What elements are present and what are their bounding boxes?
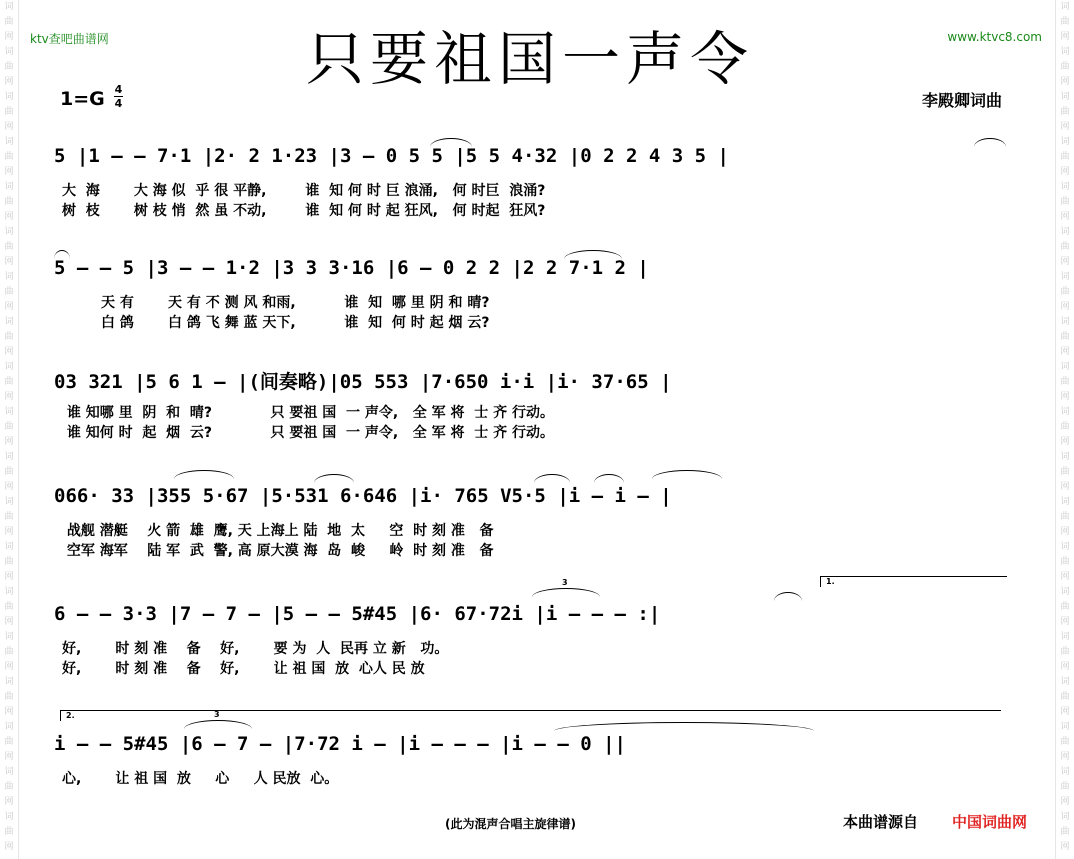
- site-name-left: ktv查吧曲谱网: [30, 32, 109, 46]
- watermark-char: 网: [4, 707, 14, 717]
- triplet-mark: 3: [214, 710, 220, 719]
- score-system-6: [54, 710, 1009, 798]
- lyrics-verse-1: 天 有 天 有 不 测 风 和雨, 谁 知 哪 里 阴 和 晴?: [62, 295, 490, 311]
- lyrics-verse-1: 好, 时 刻 准 备 好, 要 为 人 民再 立 新 功。: [62, 641, 449, 657]
- lyrics-verse-1: 战舰 潜艇 火 箭 雄 鹰, 天 上海上 陆 地 太 空 时 刻 准 备: [62, 523, 494, 539]
- watermark-char: 网: [1060, 752, 1070, 762]
- watermark-char: 网: [4, 527, 14, 537]
- source-label: 本曲谱源自: [843, 813, 919, 831]
- slur: [430, 138, 472, 147]
- watermark-char: 网: [4, 797, 14, 807]
- notation-line: 6 – – 3·3 |7 – 7 – |5 – – 5#45 |6· 67·72i |i – – – :|: [54, 603, 661, 625]
- watermark-char: 曲: [4, 467, 14, 477]
- watermark-char: 网: [1060, 527, 1070, 537]
- lyrics-verse-2: 白 鸽 白 鸽 飞 舞 蓝 天下, 谁 知 何 时 起 烟 云?: [62, 315, 490, 331]
- watermark-char: 网: [4, 32, 14, 42]
- watermark-char: 曲: [1060, 557, 1070, 567]
- time-signature-top: 4: [114, 83, 123, 96]
- watermark-char: 曲: [1060, 422, 1070, 432]
- watermark-char: 曲: [4, 107, 14, 117]
- watermark-char: 网: [4, 257, 14, 267]
- watermark-char: 曲: [1060, 647, 1070, 657]
- watermark-char: 词: [1060, 227, 1070, 237]
- watermark-char: 曲: [4, 152, 14, 162]
- watermark-char: 词: [4, 542, 14, 552]
- watermark-char: 曲: [1060, 107, 1070, 117]
- watermark-char: 曲: [4, 782, 14, 792]
- time-signature-bottom: 4: [114, 97, 123, 110]
- watermark-char: 曲: [4, 512, 14, 522]
- score-system-1: [54, 140, 1009, 230]
- slur: [652, 470, 722, 479]
- footer-note: (此为混声合唱主旋律谱): [445, 817, 576, 831]
- watermark-char: 词: [1060, 272, 1070, 282]
- watermark-char: 词: [4, 362, 14, 372]
- watermark-char: 曲: [1060, 827, 1070, 837]
- watermark-char: 曲: [4, 692, 14, 702]
- time-signature: [114, 84, 123, 109]
- watermark-char: 词: [1060, 47, 1070, 57]
- lyrics-verse-1: 谁 知哪 里 阴 和 晴? 只 要祖 国 一 声令, 全 军 将 士 齐 行动。: [62, 405, 555, 421]
- watermark-char: 曲: [4, 827, 14, 837]
- watermark-char: 词: [4, 182, 14, 192]
- slur: [974, 138, 1006, 147]
- watermark-char: 词: [4, 47, 14, 57]
- watermark-char: 网: [1060, 257, 1070, 267]
- watermark-char: 网: [1060, 842, 1070, 852]
- site-url-right: www.ktvc8.com: [947, 30, 1042, 44]
- volta-bracket-second: [60, 710, 1001, 721]
- watermark-char: 网: [1060, 167, 1070, 177]
- watermark-char: 曲: [1060, 332, 1070, 342]
- watermark-char: 曲: [4, 197, 14, 207]
- watermark-char: 网: [4, 302, 14, 312]
- watermark-char: 曲: [1060, 152, 1070, 162]
- notation-line: 5 – – 5 |3 – – 1·2 |3 3 3·16 |6 – 0 2 2 |2 2 7·1 2 |: [54, 257, 649, 279]
- watermark-char: 词: [4, 2, 14, 12]
- watermark-char: 词: [1060, 722, 1070, 732]
- watermark-char: 曲: [4, 242, 14, 252]
- watermark-char: 词: [1060, 407, 1070, 417]
- author-credit: 李殿卿词曲: [921, 91, 1002, 110]
- notation-line: 066· 33 |355 5·67 |5·531 6·646 |i· 765 V5·5 |i – i – |: [54, 485, 672, 507]
- watermark-char: 词: [1060, 92, 1070, 102]
- score-system-5: [54, 577, 1009, 688]
- triplet-slur: [184, 720, 252, 729]
- slur: [564, 250, 622, 259]
- score-system-2: [54, 252, 1009, 342]
- lyrics-verse-2: 好, 时 刻 准 备 好, 让 祖 国 放 心人 民 放: [62, 661, 425, 677]
- watermark-char: 词: [4, 317, 14, 327]
- watermark-char: 网: [1060, 797, 1070, 807]
- watermark-char: 网: [4, 842, 14, 852]
- slur: [534, 474, 570, 483]
- watermark-char: 曲: [1060, 377, 1070, 387]
- watermark-char: 网: [4, 347, 14, 357]
- score-system-3: [54, 362, 1009, 452]
- watermark-char: 曲: [1060, 17, 1070, 27]
- watermark-char: 词: [4, 407, 14, 417]
- watermark-char: 曲: [4, 557, 14, 567]
- source-site-link[interactable]: 中国词曲网: [952, 813, 1028, 831]
- watermark-char: 词: [1060, 497, 1070, 507]
- watermark-char: 网: [4, 212, 14, 222]
- watermark-char: 词: [1060, 677, 1070, 687]
- watermark-char: 网: [1060, 77, 1070, 87]
- watermark-char: 词: [1060, 587, 1070, 597]
- watermark-char: 网: [4, 122, 14, 132]
- watermark-char: 网: [4, 77, 14, 87]
- watermark-char: 词: [4, 677, 14, 687]
- watermark-char: 曲: [4, 332, 14, 342]
- watermark-char: 网: [1060, 122, 1070, 132]
- lyrics-verse-1: 心, 让 祖 国 放 心 人 民放 心。: [62, 771, 339, 787]
- key-signature: 1=G: [60, 88, 105, 110]
- triplet-slur: [532, 588, 600, 597]
- watermark-char: 网: [1060, 482, 1070, 492]
- watermark-char: 词: [4, 92, 14, 102]
- volta-label-first: 1.: [826, 577, 835, 586]
- slur: [54, 250, 70, 259]
- watermark-char: 曲: [1060, 737, 1070, 747]
- watermark-char: 词: [4, 812, 14, 822]
- watermark-char: 曲: [1060, 512, 1070, 522]
- slur: [774, 592, 802, 601]
- volta-label-second: 2.: [66, 711, 75, 720]
- watermark-char: 曲: [1060, 602, 1070, 612]
- slur: [174, 470, 234, 479]
- watermark-char: 词: [4, 767, 14, 777]
- watermark-char: 网: [4, 167, 14, 177]
- lyrics-verse-2: 谁 知何 时 起 烟 云? 只 要祖 国 一 声令, 全 军 将 士 齐 行动。: [62, 425, 555, 441]
- watermark-char: 词: [1060, 767, 1070, 777]
- watermark-char: 曲: [4, 647, 14, 657]
- watermark-char: 词: [1060, 362, 1070, 372]
- watermark-char: 曲: [1060, 467, 1070, 477]
- notation-line: 5 |1 – – 7·1 |2· 2 1·23 |3 – 0 5 5 |5 5 4·32 |0 2 2 4 3 5 |: [54, 145, 729, 167]
- watermark-char: 词: [4, 722, 14, 732]
- right-watermark-strip: [1055, 0, 1074, 859]
- watermark-char: 曲: [4, 737, 14, 747]
- watermark-char: 词: [4, 632, 14, 642]
- left-watermark-strip: [0, 0, 19, 859]
- watermark-char: 网: [4, 662, 14, 672]
- watermark-char: 词: [1060, 182, 1070, 192]
- watermark-char: 网: [4, 617, 14, 627]
- watermark-char: 词: [1060, 542, 1070, 552]
- watermark-char: 曲: [1060, 62, 1070, 72]
- watermark-char: 词: [4, 497, 14, 507]
- watermark-char: 网: [4, 392, 14, 402]
- watermark-char: 网: [4, 752, 14, 762]
- score-system-4: [54, 480, 1009, 570]
- lyrics-verse-2: 空军 海军 陆 军 武 警, 高 原大漠 海 岛 峻 岭 时 刻 准 备: [62, 543, 494, 559]
- watermark-char: 曲: [4, 287, 14, 297]
- watermark-char: 网: [1060, 392, 1070, 402]
- lyrics-verse-2: 树 枝 树 枝 悄 然 虽 不动, 谁 知 何 时 起 狂风, 何 时起 狂风?: [62, 203, 546, 219]
- tie-arc: [554, 722, 814, 731]
- watermark-char: 曲: [4, 17, 14, 27]
- notation-line: 03 321 |5 6 1 – |(间奏略)|05 553 |7·650 i·i |i· 37·65 |: [54, 371, 672, 393]
- watermark-char: 网: [1060, 347, 1070, 357]
- lyrics-verse-1: 大 海 大 海 似 乎 很 平静, 谁 知 何 时 巨 浪涌, 何 时巨 浪涌?: [62, 183, 546, 199]
- watermark-char: 曲: [1060, 782, 1070, 792]
- watermark-char: 词: [1060, 812, 1070, 822]
- watermark-char: 曲: [1060, 287, 1070, 297]
- slur: [314, 474, 354, 483]
- watermark-char: 网: [1060, 707, 1070, 717]
- watermark-char: 网: [1060, 617, 1070, 627]
- song-title: 只要祖国一声令: [305, 25, 754, 93]
- watermark-char: 曲: [4, 62, 14, 72]
- watermark-char: 网: [1060, 212, 1070, 222]
- watermark-char: 网: [1060, 437, 1070, 447]
- watermark-char: 词: [4, 587, 14, 597]
- watermark-char: 曲: [1060, 692, 1070, 702]
- watermark-char: 网: [1060, 572, 1070, 582]
- slur: [594, 474, 624, 483]
- watermark-char: 词: [1060, 632, 1070, 642]
- watermark-char: 词: [4, 137, 14, 147]
- volta-bracket-first: [820, 576, 1007, 587]
- watermark-char: 网: [1060, 302, 1070, 312]
- watermark-char: 曲: [1060, 242, 1070, 252]
- watermark-char: 词: [1060, 2, 1070, 12]
- watermark-char: 词: [1060, 137, 1070, 147]
- watermark-char: 网: [1060, 662, 1070, 672]
- watermark-char: 曲: [4, 377, 14, 387]
- watermark-char: 网: [4, 437, 14, 447]
- watermark-char: 曲: [1060, 197, 1070, 207]
- triplet-mark: 3: [562, 578, 568, 587]
- watermark-char: 词: [1060, 452, 1070, 462]
- notation-line: i – – 5#45 |6 – 7 – |7·72 i – |i – – – |i – – 0 ||: [54, 733, 626, 755]
- watermark-char: 词: [4, 452, 14, 462]
- watermark-char: 网: [4, 572, 14, 582]
- watermark-char: 词: [4, 272, 14, 282]
- watermark-char: 曲: [4, 602, 14, 612]
- watermark-char: 词: [1060, 317, 1070, 327]
- watermark-char: 曲: [4, 422, 14, 432]
- watermark-char: 网: [1060, 32, 1070, 42]
- watermark-char: 词: [4, 227, 14, 237]
- watermark-char: 网: [4, 482, 14, 492]
